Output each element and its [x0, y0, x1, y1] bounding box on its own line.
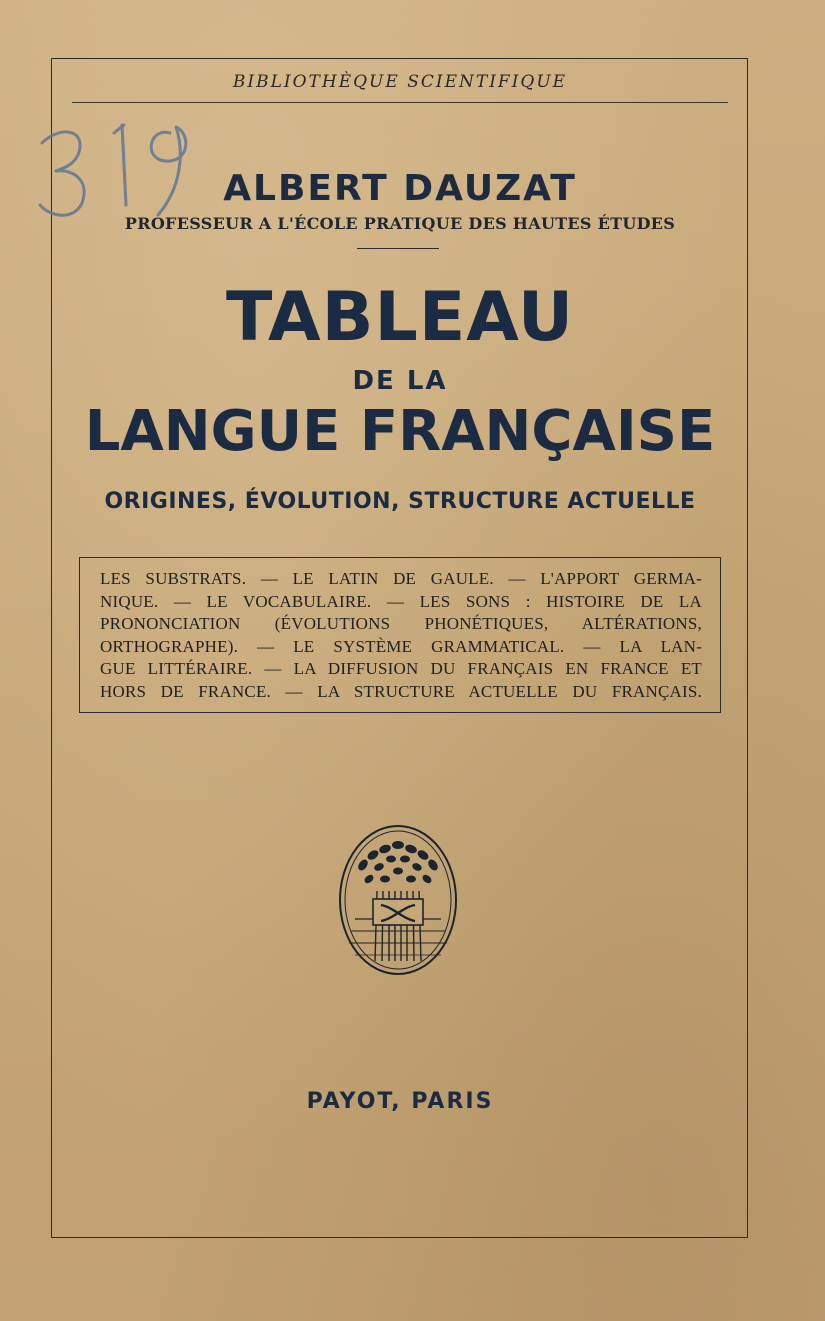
contents-line: NIQUE. — LE VOCABULAIRE. — LES SONS : HISTOIRE DE LA — [100, 591, 702, 611]
author-name: ALBERT DAUZAT — [223, 168, 577, 209]
author-divider — [357, 248, 439, 249]
contents-line: ORTHOGRAPHE). — LE SYSTÈME GRAMMATICAL. — LA LAN- — [100, 636, 702, 656]
publisher-name: PAYOT, PARIS — [306, 1089, 494, 1114]
book-subtitle: ORIGINES, ÉVOLUTION, STRUCTURE ACTUELLE — [104, 489, 696, 514]
wheat-sheaf-emblem-icon — [337, 823, 459, 977]
series-name: BIBLIOTHÈQUE SCIENTIFIQUE — [232, 72, 568, 92]
book-title-line-1: TABLEAU — [225, 278, 575, 357]
series-divider — [72, 102, 728, 103]
contents-line: PRONONCIATION (ÉVOLUTIONS PHONÉTIQUES, ALTÉRATIONS, — [100, 614, 702, 633]
book-title-line-2: DE LA — [352, 366, 448, 396]
contents-line: LES SUBSTRATS. — LE LATIN DE GAULE. — L'APPORT GERMA- — [100, 569, 702, 588]
author-title: PROFESSEUR A L'ÉCOLE PRATIQUE DES HAUTES ÉTUDES — [124, 214, 676, 233]
book-title-line-3: LANGUE FRANÇAISE — [84, 399, 716, 464]
contents-line: HORS DE FRANCE. — LA STRUCTURE ACTUELLE DU FRANÇAIS. — [100, 681, 702, 701]
contents-line: GUE LITTÉRAIRE. — LA DIFFUSION DU FRANÇAIS EN FRANCE ET — [100, 659, 702, 678]
contents-summary-box — [79, 557, 721, 713]
